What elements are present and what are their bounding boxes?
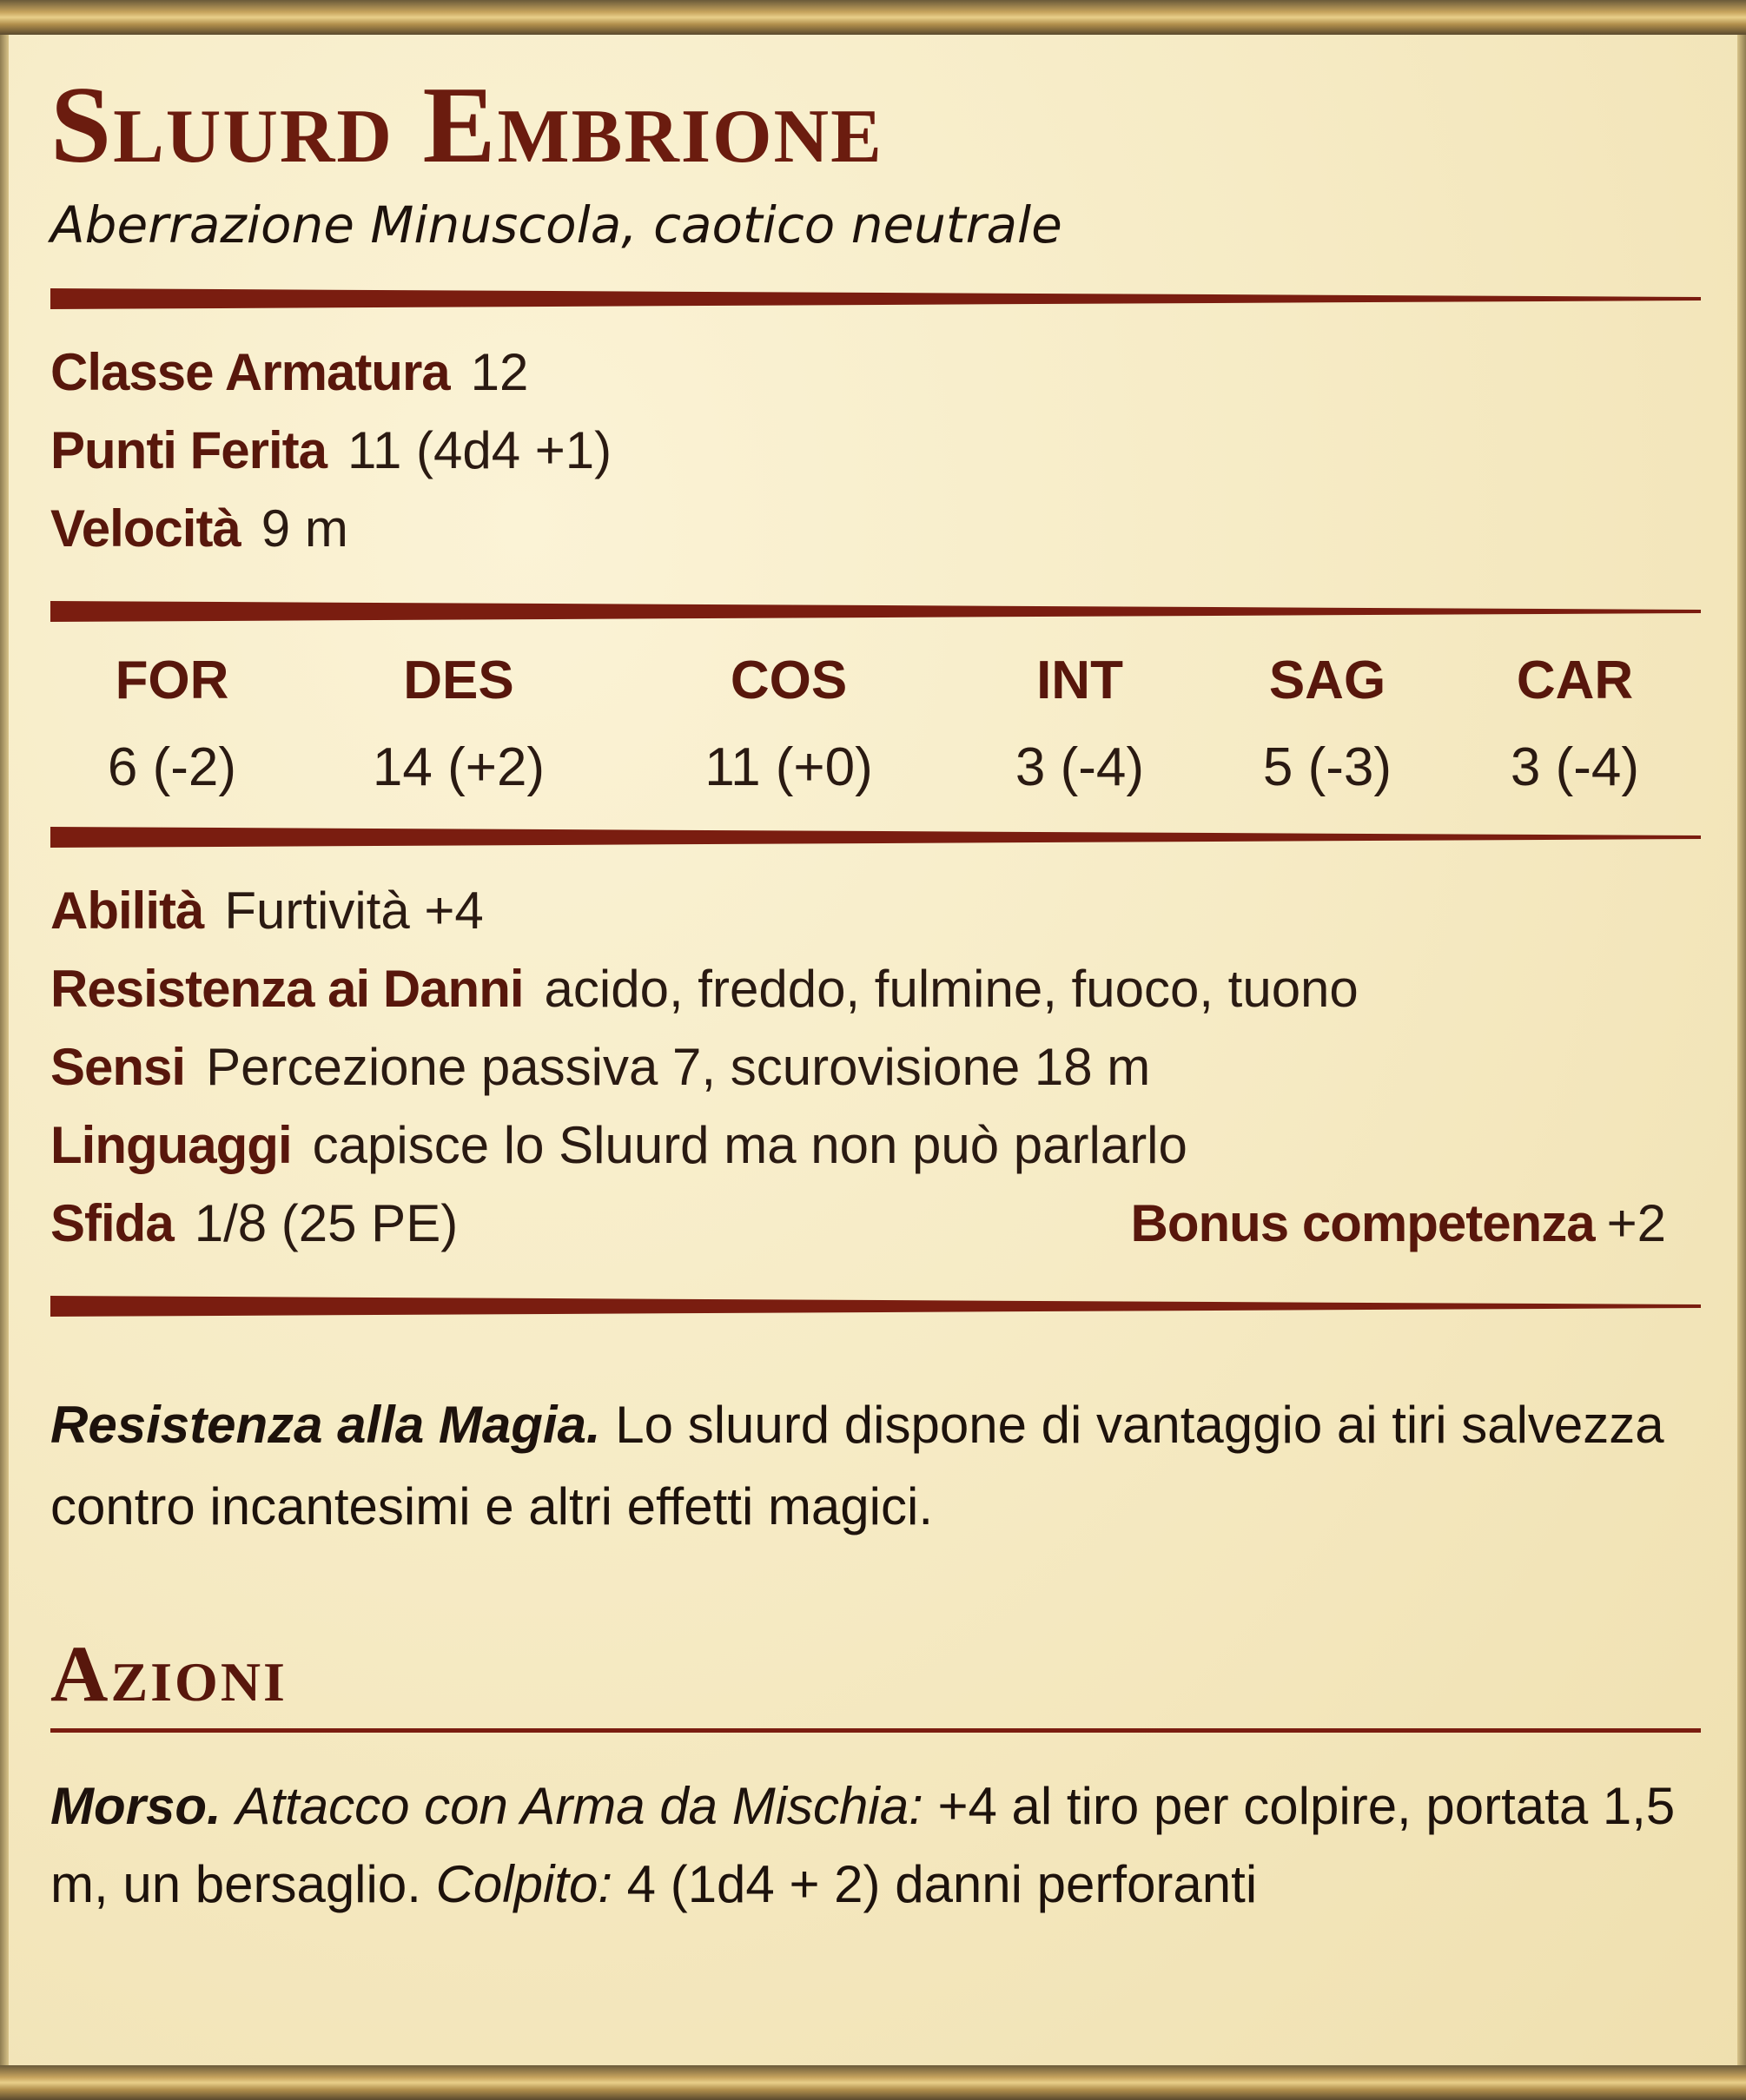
divider [50,594,1701,629]
basic-properties [50,333,1701,568]
ability-for: FOR 6 (-2) [107,650,237,797]
ability-scores [50,637,1701,811]
actions-heading: Azioni [50,1629,288,1718]
ability-car: CAR 3 (-4) [1510,650,1640,797]
languages: Linguaggi capisce lo Sluurd ma non può parlarlo [50,1116,1187,1174]
divider [50,820,1701,855]
proficiency-bonus: Bonus competenza +2 [1130,1194,1666,1252]
top-border [0,0,1746,35]
monster-name: Sluurd Embrione [50,65,883,186]
divider [50,1289,1701,1324]
monster-type: Aberrazione Minuscola, caotico neutrale [50,195,1062,254]
ability-cos: COS 11 (+0) [704,650,873,797]
action-bite: Morso. Attacco con Arma da Mischia: +4 al tiro per colpire, portata 1,5 m, un bersaglio. Colpito: 4 (1d4 + 2) danni perforanti [50,1777,1676,1913]
hit-points: Punti Ferita 11 (4d4 +1) [50,421,612,479]
challenge: Sfida 1/8 (25 PE) [50,1194,459,1252]
speed: Velocità 9 m [50,499,348,558]
ability-des: DES 14 (+2) [372,650,546,797]
ability-sag: SAG 5 (-3) [1262,650,1392,797]
challenge-row [50,1185,1666,1263]
bottom-border [0,2065,1746,2100]
detail-properties [50,872,1701,1263]
ability-int: INT 3 (-4) [1015,650,1145,797]
senses: Sensi Percezione passiva 7, scurovisione 18 m [50,1038,1151,1096]
armor-class: Classe Armatura 12 [50,343,529,401]
actions-rule [50,1728,1701,1733]
left-border [0,35,9,2065]
right-border [1737,35,1746,2065]
stat-block-content [50,61,1701,1924]
skills: Abilità Furtività +4 [50,882,484,940]
divider [50,281,1701,316]
trait-magic-resistance: Resistenza alla Magia. Lo sluurd dispone di vantaggio ai tiri salvezza contro incantesimi e altri effetti magici. [50,1396,1664,1535]
damage-resistances: Resistenza ai Danni acido, freddo, fulmine, fuoco, tuono [50,960,1359,1018]
